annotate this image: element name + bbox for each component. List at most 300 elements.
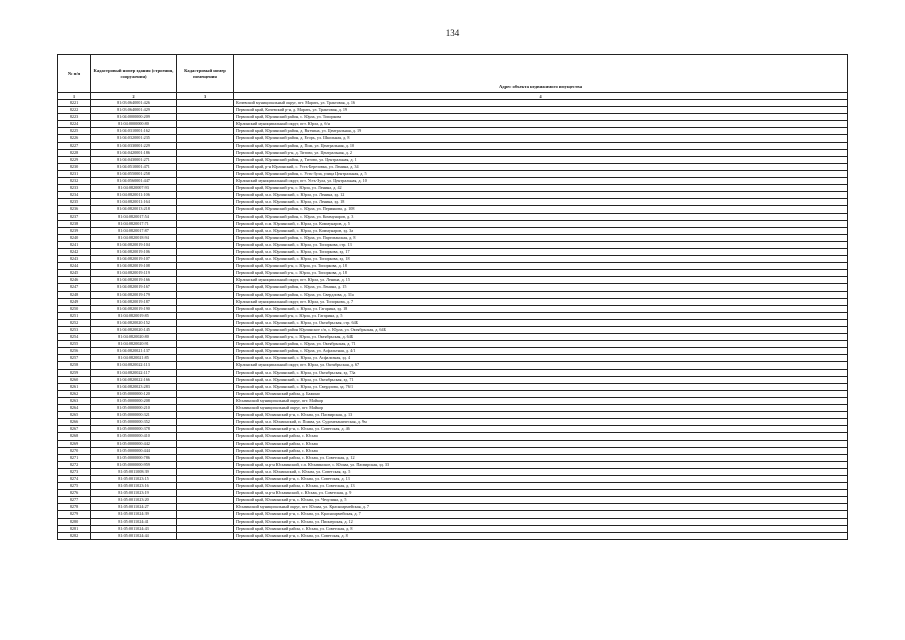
table-row (58, 185, 848, 192)
address-cell: Юсьвинский муниципальный округ, пгт. Юсьва, ул. Красноармейская, д. 7 (234, 504, 848, 511)
address-cell: Пермский край, Юрлинский район, с. Юрла, ул. Октябрьская, д. 71 (234, 341, 848, 348)
cadastral-number-cell: 81:05:0011008:39 (91, 468, 177, 475)
cadastral-number-cell: 81:03:0640001:429 (91, 107, 177, 114)
address-cell: Пермский край, Юрлинский р-н, д. Титово, ул. Центральная, д. 2 (234, 149, 848, 156)
table-row (58, 397, 848, 404)
row-number-cell: 8226 (58, 135, 91, 142)
row-number-cell: 8240 (58, 234, 91, 241)
cadastral-number-cell: 81:04:0820019:166 (91, 277, 177, 284)
cadastral-number-cell: 81:04:0820019:179 (91, 291, 177, 298)
header-index-4: 4 (234, 93, 848, 100)
cadastral-number-cell: 81:04:0820019:85 (91, 312, 177, 319)
address-cell: Пермский край, м.р-н Юсьвинский, с. Юсьва, ул. Советская, д. 9 (234, 490, 848, 497)
row-number-cell: 8267 (58, 426, 91, 433)
address-cell: Пермский край, м.о. Юрлинский, с. Юрла, ул. Топоркова, зд. 17 (234, 248, 848, 255)
table-row (58, 376, 848, 383)
table-row (58, 334, 848, 341)
address-cell: Пермский край, Юрлинский р-н, с. Юрла, ул. Октябрьская, д. 64Б (234, 334, 848, 341)
table-row (58, 213, 848, 220)
table-row (58, 362, 848, 369)
address-cell: Пермский край, Юрлинский район, с. Юрла, ул. Коммунаров, д. 3 (234, 213, 848, 220)
room-number-cell (177, 433, 234, 440)
row-number-cell: 8272 (58, 461, 91, 468)
address-cell: Пермский край, Юрлинский р-н, с. Юрла, ул. Гагарина, д. 5 (234, 312, 848, 319)
table-row (58, 412, 848, 419)
address-cell: Пермский край, м.о. Юрлинский, с. Юрла, ул. Октябрьская, зд. 71 (234, 376, 848, 383)
table-row (58, 433, 848, 440)
cadastral-number-cell: 81:05:0000000:444 (91, 447, 177, 454)
address-cell: Пермский край, Юрлинский район, с. Юрла, ул. Пермякова, д. 108 (234, 206, 848, 213)
table-row (58, 532, 848, 539)
address-cell: Пермский край, Юрлинский район Юрлинское с/п, с. Юрла, ул. Октябрьская, д. 64Б (234, 327, 848, 334)
cadastral-number-cell: 81:05:0000000:321 (91, 412, 177, 419)
address-cell: Пермский край, Юрлинский район, д. Вятчина, ул. Центральная, д. 19 (234, 128, 848, 135)
row-number-cell: 8273 (58, 468, 91, 475)
table-row (58, 390, 848, 397)
row-number-cell: 8252 (58, 319, 91, 326)
cadastral-number-cell: 81:04:0820022:113 (91, 362, 177, 369)
room-number-cell (177, 369, 234, 376)
header-cadastral-number: Кадастровый номер здания (строения, сооружения) (91, 55, 177, 93)
room-number-cell (177, 263, 234, 270)
cadastral-number-cell: 81:04:0820017:54 (91, 213, 177, 220)
row-number-cell: 8242 (58, 248, 91, 255)
address-cell: Пермский край, м.о. Юрлинский, с. Юрла, ул. Ленина, зд. 18 (234, 199, 848, 206)
row-number-cell: 8249 (58, 298, 91, 305)
table-row (58, 227, 848, 234)
room-number-cell (177, 298, 234, 305)
cadastral-number-cell: 81:04:0560001:447 (91, 178, 177, 185)
address-cell: Пермский край, м.о. Юрлинский, с. Юрла, ул. Октябрьская, зд. 73а (234, 369, 848, 376)
cadastral-number-cell: 81:04:0330001:229 (91, 142, 177, 149)
address-cell: Пермский край, Юсьвинский р-н, с. Юсьва, ул. Пасвирская, д. 13 (234, 412, 848, 419)
row-number-cell: 8241 (58, 241, 91, 248)
room-number-cell (177, 220, 234, 227)
table-row (58, 256, 848, 263)
cadastral-number-cell: 81:05:0000000:786 (91, 454, 177, 461)
room-number-cell (177, 234, 234, 241)
address-cell: Пермский край, м.о. Юрлинский, с. Юрла, ул. Свердлова, зд. 76/1 (234, 383, 848, 390)
table-row (58, 504, 848, 511)
row-number-cell: 8239 (58, 227, 91, 234)
room-number-cell (177, 312, 234, 319)
row-number-cell: 8229 (58, 156, 91, 163)
address-cell: Пермский край, Юрлинский район, с. Юрла, ул. Партизанская, д. 8 (234, 234, 848, 241)
cadastral-number-cell: 81:04:0320001:235 (91, 135, 177, 142)
table-row (58, 284, 848, 291)
table-row (58, 121, 848, 128)
table-row (58, 263, 848, 270)
room-number-cell (177, 405, 234, 412)
row-number-cell: 8234 (58, 192, 91, 199)
cadastral-number-cell: 81:04:0820007:93 (91, 185, 177, 192)
table-row (58, 483, 848, 490)
header-address: Адрес объекта недвижимого имущества (234, 55, 848, 93)
row-number-cell: 8268 (58, 433, 91, 440)
table-row (58, 100, 848, 107)
cadastral-number-cell: 81:05:0011023:20 (91, 497, 177, 504)
room-number-cell (177, 390, 234, 397)
table-row (58, 248, 848, 255)
row-number-cell: 8232 (58, 178, 91, 185)
room-number-cell (177, 419, 234, 426)
property-registry-table (57, 54, 848, 540)
cadastral-number-cell: 81:05:0000000:410 (91, 433, 177, 440)
table-row (58, 149, 848, 156)
header-room-number: Кадастровый номер помещения (177, 55, 234, 93)
row-number-cell: 8231 (58, 170, 91, 177)
cadastral-number-cell: 81:05:0000000:959 (91, 461, 177, 468)
table-row (58, 234, 848, 241)
cadastral-number-cell: 81:05:0011024:41 (91, 518, 177, 525)
room-number-cell (177, 348, 234, 355)
address-cell: Пермский край, Юрлинский район, д. Пож, ул. Центральная, д. 10 (234, 142, 848, 149)
table-row (58, 241, 848, 248)
address-cell: Пермский край, Юрлинский район, с. Юрла, ул. Асфальтная, д. 4/1 (234, 348, 848, 355)
header-index-1: 1 (58, 93, 91, 100)
row-number-cell: 8282 (58, 532, 91, 539)
address-cell: Кочевский муниципальный округ, пгт. Марать, ул. Трактовая, д. 16 (234, 100, 848, 107)
room-number-cell (177, 170, 234, 177)
row-number-cell: 8269 (58, 440, 91, 447)
room-number-cell (177, 532, 234, 539)
table-row (58, 468, 848, 475)
cadastral-number-cell: 81:04:0820019:167 (91, 284, 177, 291)
cadastral-number-cell: 81:05:0011024:43 (91, 525, 177, 532)
cadastral-number-cell: 81:04:0820019:119 (91, 270, 177, 277)
room-number-cell (177, 341, 234, 348)
cadastral-number-cell: 81:04:0820019:106 (91, 248, 177, 255)
address-cell: Пермский край, Юрлинский район, с. Юрла, ул. Свердлова, д. 31а (234, 291, 848, 298)
address-cell: Пермский край, Юрлинский район, с. Юрла, ул. Ленина, д. 15 (234, 284, 848, 291)
row-number-cell: 8222 (58, 107, 91, 114)
table-row (58, 355, 848, 362)
row-number-cell: 8228 (58, 149, 91, 156)
room-number-cell (177, 156, 234, 163)
cadastral-number-cell: 81:05:0000000:352 (91, 419, 177, 426)
room-number-cell (177, 376, 234, 383)
row-number-cell: 8265 (58, 412, 91, 419)
cadastral-number-cell: 81:04:0820011:164 (91, 199, 177, 206)
row-number-cell: 8257 (58, 355, 91, 362)
address-cell: Пермский край, м.о. Юрлинский, с. Юрла, ул. Асфальтная, зд. 4 (234, 355, 848, 362)
address-cell: Юрлинский муниципальный округ, пгт. Юрла, ул. Ленина, д. 15 (234, 277, 848, 284)
cadastral-number-cell: 81:05:0011023:19 (91, 490, 177, 497)
cadastral-number-cell: 81:03:0640001:426 (91, 100, 177, 107)
cadastral-number-cell: 81:04:0510001:471 (91, 163, 177, 170)
table-row (58, 312, 848, 319)
cadastral-number-cell: 81:05:0000000:442 (91, 440, 177, 447)
cadastral-number-cell: 81:04:0820019:190 (91, 305, 177, 312)
address-cell: Пермский край, Юрлинский район, с. Юрла, ул. Топоркова (234, 114, 848, 121)
row-number-cell: 8277 (58, 497, 91, 504)
cadastral-number-cell: 81:05:0000000:210 (91, 405, 177, 412)
row-number-cell: 8250 (58, 305, 91, 312)
room-number-cell (177, 440, 234, 447)
row-number-cell: 8270 (58, 447, 91, 454)
room-number-cell (177, 199, 234, 206)
address-cell: Юрлинский муниципальный округ, пгт. Юрла, д. б/н (234, 121, 848, 128)
table-row (58, 107, 848, 114)
cadastral-number-cell: 81:04:0820022:117 (91, 369, 177, 376)
table-row (58, 319, 848, 326)
table-row (58, 199, 848, 206)
table-row (58, 156, 848, 163)
room-number-cell (177, 397, 234, 404)
table-row (58, 419, 848, 426)
row-number-cell: 8235 (58, 199, 91, 206)
cadastral-number-cell: 81:04:0820020:145 (91, 327, 177, 334)
header-row-number: № п/п (58, 55, 91, 93)
cadastral-number-cell: 81:04:0820021:137 (91, 348, 177, 355)
address-cell: Пермский край, Юсьвинский район, с. Юсьва (234, 433, 848, 440)
row-number-cell: 8271 (58, 454, 91, 461)
row-number-cell: 8280 (58, 518, 91, 525)
table-row (58, 475, 848, 482)
room-number-cell (177, 461, 234, 468)
room-number-cell (177, 334, 234, 341)
row-number-cell: 8247 (58, 284, 91, 291)
row-number-cell: 8278 (58, 504, 91, 511)
address-cell: Пермский край, м.р-н Юсьвинский, с.п. Юсьвинское, с. Юсьва, ул. Пасвирская, зд. 33 (234, 461, 848, 468)
table-row (58, 327, 848, 334)
cadastral-number-cell: 81:04:0420001:186 (91, 149, 177, 156)
address-cell: Пермский край, м.о. Юрлинский, с. Юрла, ул. Топоркова, стр. 13 (234, 241, 848, 248)
room-number-cell (177, 213, 234, 220)
table-row (58, 128, 848, 135)
address-cell: Пермский край, м.о. Юрлинский, с. Юрла, ул. Гагарина, зд. 18 (234, 305, 848, 312)
row-number-cell: 8237 (58, 213, 91, 220)
room-number-cell (177, 483, 234, 490)
room-number-cell (177, 185, 234, 192)
table-row (58, 497, 848, 504)
cadastral-number-cell: 81:05:0011023:16 (91, 483, 177, 490)
address-cell: Пермский край, Кочевский р-н, д. Марать, ул. Трактовая, д. 19 (234, 107, 848, 114)
table-row (58, 369, 848, 376)
table-row (58, 511, 848, 518)
address-cell: Пермский край, м.о. Юрлинский, с. Юрла, ул. Коммунаров, зд. 3а (234, 227, 848, 234)
row-number-cell: 8255 (58, 341, 91, 348)
room-number-cell (177, 426, 234, 433)
cadastral-number-cell: 81:05:0011024:44 (91, 532, 177, 539)
address-cell: Юрлинский муниципальный округ, пгт. Усть-Зула, ул. Центральная, д. 10 (234, 178, 848, 185)
address-cell: Пермский край, Юсьвинский р-н, с. Юсьва, ул. Красноармейская, д. 7 (234, 511, 848, 518)
row-number-cell: 8251 (58, 312, 91, 319)
address-cell: Пермский край, м.о. Юсьвинский, с. Юсьва, ул. Советская, зд. 5 (234, 468, 848, 475)
cadastral-number-cell: 81:04:0820019:104 (91, 241, 177, 248)
address-cell: Пермский край, м.о. Юрлинский, с. Юрла, ул. Ленина, зд. 12 (234, 192, 848, 199)
address-cell: Пермский край, м.о. Юрлинский, с. Юрла, ул. Топоркова, зд. 18 (234, 256, 848, 263)
address-cell: Пермский край, Юсьвинский район, с. Юсьва, ул. Советская, д. 12 (234, 454, 848, 461)
table-row (58, 490, 848, 497)
room-number-cell (177, 504, 234, 511)
address-cell: Пермский край, м.о. Юрлинский, с. Юрла, ул. Октябрьская, стр. 64Б (234, 319, 848, 326)
table-row (58, 163, 848, 170)
table-row (58, 170, 848, 177)
row-number-cell: 8227 (58, 142, 91, 149)
table-row (58, 305, 848, 312)
cadastral-number-cell: 81:04:0820023:283 (91, 383, 177, 390)
row-number-cell: 8245 (58, 270, 91, 277)
room-number-cell (177, 114, 234, 121)
table-row (58, 270, 848, 277)
table-row (58, 178, 848, 185)
row-number-cell: 8275 (58, 483, 91, 490)
address-cell: Пермский край, Юсьвинский р-н, с. Юсьва, ул. Советская, д. 46 (234, 426, 848, 433)
table-row (58, 454, 848, 461)
address-cell: Пермский край, м.о. Юсьвинский, п. Пожва, ул. Судомеханическая, д. 9м (234, 419, 848, 426)
cadastral-number-cell: 81:05:0000000:378 (91, 426, 177, 433)
cadastral-number-cell: 81:04:0820020:152 (91, 319, 177, 326)
row-number-cell: 8262 (58, 390, 91, 397)
room-number-cell (177, 383, 234, 390)
row-number-cell: 8258 (58, 362, 91, 369)
row-number-cell: 8256 (58, 348, 91, 355)
table-row (58, 518, 848, 525)
cadastral-number-cell: 81:04:0820018:94 (91, 234, 177, 241)
room-number-cell (177, 511, 234, 518)
table-row (58, 298, 848, 305)
table-row (58, 461, 848, 468)
cadastral-number-cell: 81:04:0820021:85 (91, 355, 177, 362)
address-cell: Пермский край, п.м. Юрлинский, с. Юрла, ул. Коммунаров, д. 5 (234, 220, 848, 227)
address-cell: Юрлинский муниципальный округ, пгт. Юрла, ул. Октябрьская, д. 67 (234, 362, 848, 369)
room-number-cell (177, 305, 234, 312)
table-body (58, 100, 848, 540)
cadastral-number-cell: 81:04:0820013:218 (91, 206, 177, 213)
room-number-cell (177, 412, 234, 419)
room-number-cell (177, 107, 234, 114)
cadastral-number-cell: 81:04:0820019:187 (91, 298, 177, 305)
address-cell: Пермский край, Юсьвинский район, с. Юсьва, ул. Советская, д. 8 (234, 525, 848, 532)
address-cell: Пермский край, Юрлинский район, с. Усть-Зула, улица Центральная, д. 5 (234, 170, 848, 177)
row-number-cell: 8274 (58, 475, 91, 482)
address-cell: Пермский край, р-н Юрлинский, с. Усть-Березовка, ул. Ленина, д. 34 (234, 163, 848, 170)
address-cell: Пермский край, Юрлинский р-н, с. Юрла, ул. Топоркова, д. 18 (234, 270, 848, 277)
cadastral-number-cell: 81:04:0550001:258 (91, 170, 177, 177)
room-number-cell (177, 454, 234, 461)
row-number-cell: 8221 (58, 100, 91, 107)
room-number-cell (177, 206, 234, 213)
address-cell: Пермский край, Юсьвинский р-н, с. Юсьва, ул. Чечулина, д. 5 (234, 497, 848, 504)
cadastral-number-cell: 81:04:0820022:166 (91, 376, 177, 383)
room-number-cell (177, 319, 234, 326)
row-number-cell: 8261 (58, 383, 91, 390)
room-number-cell (177, 121, 234, 128)
row-number-cell: 8223 (58, 114, 91, 121)
room-number-cell (177, 128, 234, 135)
table-row (58, 383, 848, 390)
table-row (58, 220, 848, 227)
room-number-cell (177, 291, 234, 298)
address-cell: Пермский край, Юсьвинский р-н, с. Юсьва, ул. Пионерская, д. 12 (234, 518, 848, 525)
address-cell: Юрлинский муниципальный округ, пгт. Юрла, ул. Топоркова, д. 7 (234, 298, 848, 305)
address-cell: Пермский край, Юрлинский район, д. Титово, ул. Центральная, д. 1 (234, 156, 848, 163)
row-number-cell: 8238 (58, 220, 91, 227)
room-number-cell (177, 270, 234, 277)
address-cell: Юсьвинский муниципальный округ, пгт. Майкор (234, 397, 848, 404)
cadastral-number-cell: 81:04:0430001:271 (91, 156, 177, 163)
table-row (58, 426, 848, 433)
cadastral-number-cell: 81:05:0000000:208 (91, 397, 177, 404)
row-number-cell: 8264 (58, 405, 91, 412)
page-number: 134 (445, 28, 460, 38)
table-row (58, 348, 848, 355)
table-row (58, 447, 848, 454)
room-number-cell (177, 447, 234, 454)
room-number-cell (177, 163, 234, 170)
address-cell: Пермский край, Юсьвинский р-н, с. Юсьва, ул. Советская, д. 13 (234, 475, 848, 482)
address-cell: Пермский край, Юсьвинский район, с. Юсьва, ул. Советская, д. 13 (234, 483, 848, 490)
row-number-cell: 8279 (58, 511, 91, 518)
row-number-cell: 8224 (58, 121, 91, 128)
row-number-cell: 8260 (58, 376, 91, 383)
row-number-cell: 8230 (58, 163, 91, 170)
row-number-cell: 8243 (58, 256, 91, 263)
cadastral-number-cell: 81:04:0820019:107 (91, 256, 177, 263)
room-number-cell (177, 277, 234, 284)
room-number-cell (177, 100, 234, 107)
row-number-cell: 8233 (58, 185, 91, 192)
row-number-cell: 8253 (58, 327, 91, 334)
cadastral-number-cell: 81:04:0820019:108 (91, 263, 177, 270)
table-row (58, 142, 848, 149)
row-number-cell: 8248 (58, 291, 91, 298)
cadastral-number-cell: 81:04:0820020:91 (91, 341, 177, 348)
room-number-cell (177, 248, 234, 255)
table-row (58, 114, 848, 121)
cadastral-number-cell: 81:04:0000000:209 (91, 114, 177, 121)
room-number-cell (177, 256, 234, 263)
cadastral-number-cell: 81:04:0820017:87 (91, 227, 177, 234)
room-number-cell (177, 490, 234, 497)
table-row (58, 206, 848, 213)
room-number-cell (177, 192, 234, 199)
room-number-cell (177, 178, 234, 185)
address-cell: Пермский край, Юрлинский р-н, с. Юрла, ул. Топоркова, д. 18 (234, 263, 848, 270)
table-row (58, 341, 848, 348)
room-number-cell (177, 149, 234, 156)
room-number-cell (177, 525, 234, 532)
cadastral-number-cell: 81:04:0000000:80 (91, 121, 177, 128)
room-number-cell (177, 135, 234, 142)
table-row (58, 135, 848, 142)
address-cell: Пермский край, Юсьвинский р-н, с. Юсьва, ул. Советская, д. 8 (234, 532, 848, 539)
row-number-cell: 8259 (58, 369, 91, 376)
room-number-cell (177, 475, 234, 482)
address-cell: Пермский край, Юсьвинский район, с. Юсьва (234, 440, 848, 447)
table-row (58, 192, 848, 199)
cadastral-number-cell: 81:04:0820011:106 (91, 192, 177, 199)
table-header (58, 55, 848, 100)
row-number-cell: 8266 (58, 419, 91, 426)
cadastral-number-cell: 81:05:0011023:15 (91, 475, 177, 482)
room-number-cell (177, 362, 234, 369)
row-number-cell: 8281 (58, 525, 91, 532)
table-row (58, 291, 848, 298)
room-number-cell (177, 327, 234, 334)
cadastral-number-cell: 81:05:0011024:27 (91, 504, 177, 511)
address-cell: Пермский край, Юрлинский р-н, с. Юрла, ул. Ленина, д. 42 (234, 185, 848, 192)
address-cell: Пермский край, Юсьвинский район, д. Бажино (234, 390, 848, 397)
row-number-cell: 8236 (58, 206, 91, 213)
cadastral-number-cell: 81:04:0310001:162 (91, 128, 177, 135)
table-row (58, 440, 848, 447)
cadastral-number-cell: 81:04:0820017:71 (91, 220, 177, 227)
row-number-cell: 8244 (58, 263, 91, 270)
cadastral-number-cell: 81:05:0000000:120 (91, 390, 177, 397)
row-number-cell: 8225 (58, 128, 91, 135)
